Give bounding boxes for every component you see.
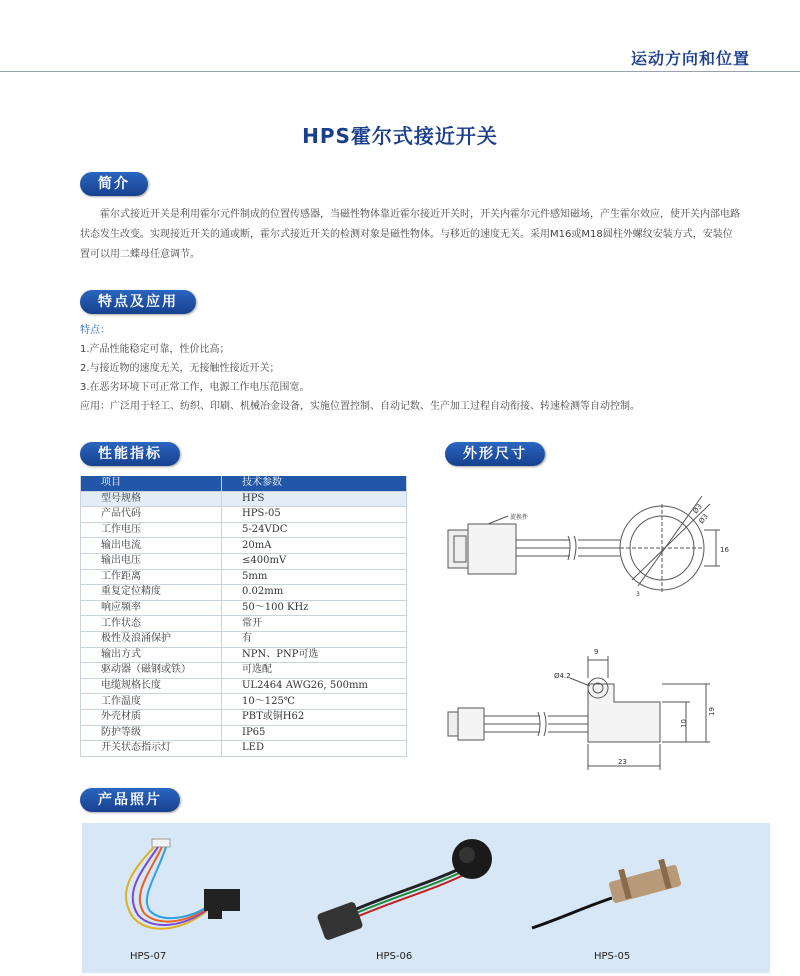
spec-row	[81, 522, 407, 538]
spec-row	[81, 491, 407, 507]
dim2-width-body: 23	[618, 758, 627, 766]
dim2-height-total: 19	[708, 707, 716, 716]
feature-item-2: 2.与接近物的速度无关，无接触性接近开关；	[80, 363, 280, 374]
feature-item-1: 1.产品性能稳定可靠，性价比高；	[80, 344, 230, 355]
spec-item: 外壳材质	[81, 709, 222, 725]
application-text: 应用：广泛用于轻工、纺织、印刷、机械冶金设备，实施位置控制、自动记数、生产加工过程自动衔接、转速检测等自动控制。	[80, 401, 640, 412]
spec-item: 产品代码	[81, 507, 222, 523]
photo-label-hps-05: HPS-05	[594, 951, 631, 962]
spec-item: 响应频率	[81, 600, 222, 616]
spec-value: 5-24VDC	[222, 522, 407, 538]
spec-item: 工作距离	[81, 569, 222, 585]
dim1-h: 16	[720, 546, 729, 554]
features-label	[80, 321, 110, 340]
dim2-height-body: 10	[680, 719, 688, 728]
spec-row	[81, 694, 407, 710]
header-divider	[0, 71, 800, 72]
spec-value: 0.02mm	[222, 585, 407, 601]
spec-row	[81, 585, 407, 601]
spec-item: 极性及浪涌保护	[81, 631, 222, 647]
spec-item: 工作状态	[81, 616, 222, 632]
spec-value: UL2464 AWG26, 500mm	[222, 678, 407, 694]
spec-row	[81, 647, 407, 663]
dim1-w: 3	[636, 591, 640, 598]
spec-table-header	[81, 476, 407, 491]
dimension-drawing-side	[440, 642, 770, 774]
spec-value: 20mA	[222, 538, 407, 554]
spec-row	[81, 507, 407, 523]
photo-hps-05	[522, 843, 692, 943]
page-title: HPS霍尔式接近开关	[302, 124, 498, 148]
features-heading: 特点及应用	[80, 290, 196, 314]
section-title: 运动方向和位置	[630, 49, 750, 68]
spec-row	[81, 569, 407, 585]
photo-panel	[82, 823, 770, 973]
spec-item: 工作电压	[81, 522, 222, 538]
dimension-drawing-top	[440, 478, 770, 618]
photo-hps-06	[312, 833, 502, 948]
photos-heading: 产品照片	[80, 788, 180, 812]
photo-label-hps-07: HPS-07	[130, 951, 167, 962]
spec-value: HPS-05	[222, 507, 407, 523]
feature-item-3: 3.在恶劣环境下可正常工作，电源工作电压范围宽。	[80, 382, 310, 393]
spec-table	[80, 476, 407, 757]
spec-item: 型号规格	[81, 491, 222, 507]
spec-value: 5mm	[222, 569, 407, 585]
dim2-hole: Ø4.2	[554, 672, 571, 680]
spec-value: NPN、PNP可选	[222, 647, 407, 663]
spec-item: 输出方式	[81, 647, 222, 663]
spec-value: 有	[222, 631, 407, 647]
spec-row	[81, 725, 407, 741]
spec-item: 开关状态指示灯	[81, 741, 222, 757]
intro-heading: 简介	[80, 172, 148, 196]
spec-value: 50～100 KHz	[222, 600, 407, 616]
spec-row	[81, 631, 407, 647]
spec-row	[81, 678, 407, 694]
spec-row	[81, 600, 407, 616]
photo-hps-07	[112, 831, 262, 946]
spec-row	[81, 538, 407, 554]
spec-value: PBT或铜H62	[222, 709, 407, 725]
spec-row	[81, 709, 407, 725]
dim1-d1: Ø3	[691, 502, 704, 516]
intro-text-body: 霍尔式接近开关是利用霍尔元件制成的位置传感器，当磁性物体靠近霍尔接近开关时，开关内霍尔元件感知磁场，产生霍尔效应，使开关内部电路状态发生改变。实现接近开关的通或断，霍尔式接近开关的检测对象是磁性物体。与移近的速度无关。采用M16或M18圆柱外螺纹安装方式，安装位置可以用二蝶母任意调节。	[80, 209, 740, 260]
specs-heading: 性能指标	[80, 442, 180, 466]
dim2-width-top: 9	[594, 648, 599, 656]
spec-row	[81, 663, 407, 679]
spec-item: 输出电压	[81, 553, 222, 569]
spec-value: 常开	[222, 616, 407, 632]
spec-item: 工作温度	[81, 694, 222, 710]
spec-item: 重复定位精度	[81, 585, 222, 601]
spec-value: LED	[222, 741, 407, 757]
spec-value: 10～125℃	[222, 694, 407, 710]
spec-item: 驱动器（磁钢或铁）	[81, 663, 222, 679]
spec-item: 输出电流	[81, 538, 222, 554]
spec-row	[81, 616, 407, 632]
photo-label-hps-06: HPS-06	[376, 951, 413, 962]
dim1-d2: Ø3	[697, 512, 710, 526]
dim1-label: 旋换件	[510, 514, 529, 521]
spec-row	[81, 553, 407, 569]
spec-value: IP65	[222, 725, 407, 741]
features-label-text: 特点：	[80, 325, 110, 336]
intro-text	[80, 205, 740, 265]
spec-column-value: 技术参数	[222, 476, 407, 491]
dimensions-heading: 外形尺寸	[445, 442, 545, 466]
spec-value: ≤400mV	[222, 553, 407, 569]
spec-value: 可选配	[222, 663, 407, 679]
spec-value: HPS	[222, 491, 407, 507]
spec-item: 电缆规格长度	[81, 678, 222, 694]
spec-item: 防护等级	[81, 725, 222, 741]
spec-column-item: 项目	[81, 476, 222, 491]
spec-row	[81, 741, 407, 757]
